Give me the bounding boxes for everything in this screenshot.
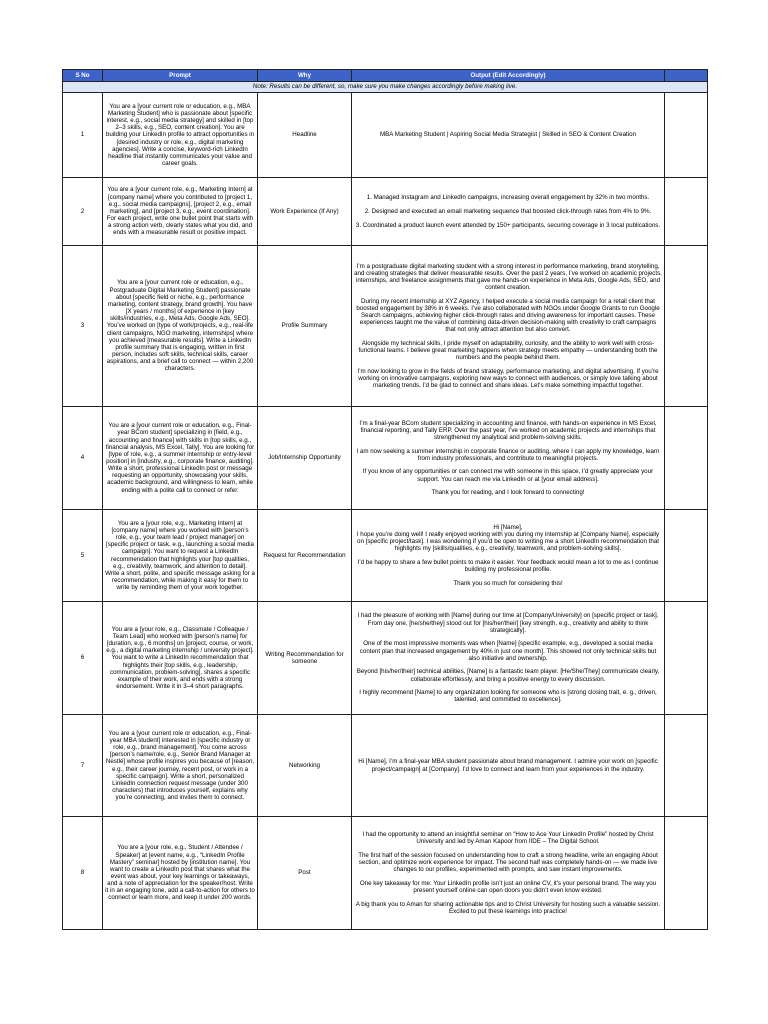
output-paragraph: If you know of any opportunities or can connect me with someone in this space, I’d greatly appreciate your support. You can reach me via LinkedIn or at [your email address]. xyxy=(362,468,654,483)
cell-prompt[interactable]: You are a [your current role or education, e.g., Postgraduate Digital Marketing Student] passionate about [specific field or niche, e.g., performance marketing, content strategy, brand growth]. You have [X years / months] of experience in [key skills/industries, e.g., Meta Ads, Google Ads, SEO]. You’ve worked on [type of work/projects, e.g., real-life client campaigns, NGO marketing, internships] where you achieved [measurable results]. Write a LinkedIn profile summary that is engaging, written in first person, includes soft skills, technical skills, career aspirations, and a brief call to connect — within 2,200 characters. xyxy=(103,246,258,407)
output-paragraph: I highly recommend [Name] to any organization looking for someone who is [strong closing trait, e. g., driven, talented, and committed to excellence]. xyxy=(359,689,657,704)
cell-output[interactable] xyxy=(352,178,665,246)
table-row xyxy=(63,178,708,246)
table-row xyxy=(63,817,708,930)
header-blank[interactable] xyxy=(665,70,708,82)
output-paragraph: Thank you so much for considering this! xyxy=(453,579,563,587)
cell-why[interactable]: Writing Recommendation for someone xyxy=(258,602,352,715)
output-paragraph: I’d be happy to share a few bullet points to make it easier. Your feedback would mean a lot to me as I continue building my professional profile. xyxy=(357,559,659,574)
output-paragraph: I had the pleasure of working with [Name] during our time at [Company/University] on [specific project or task]. From day one, [he/she/they] stood out for [his/her/their] [key strength, e.g., creativity and ability to think strategically]. xyxy=(357,612,659,634)
cell-why[interactable]: Job/Internship Opportunity xyxy=(258,407,352,510)
cell-output[interactable] xyxy=(352,510,665,602)
table-row xyxy=(63,715,708,817)
cell-why[interactable]: Work Experience (If Any) xyxy=(258,178,352,246)
cell-blank[interactable] xyxy=(665,246,708,407)
output-paragraph: Hi [Name], I hope you’re doing well! I really enjoyed working with you during my internship at [Company Name], especially on [specific project/task]. I was wondering if you’d be open to writing me a short LinkedIn recommendation that highlights my [skills/qualities, e.g., creativity, teamwork, and problem-solving skills]. xyxy=(356,523,660,553)
output-paragraph: One key takeaway for me: Your LinkedIn profile isn’t just an online CV, it’s your personal brand. The way you present yourself online can open doors you didn’t even know existed. xyxy=(359,879,657,894)
cell-output[interactable] xyxy=(352,602,665,715)
cell-why[interactable]: Post xyxy=(258,817,352,930)
table-row xyxy=(63,602,708,715)
cell-sno[interactable]: 6 xyxy=(63,602,103,715)
table-row xyxy=(63,510,708,602)
cell-why[interactable]: Headline xyxy=(258,93,352,178)
cell-prompt[interactable]: You are a [your current role or education, e.g., Final-year MBA student] interested in [specific industry or role, e.g., brand management]. You come across [person’s name/role, e.g., Senior Brand Manager at Nestlé] whose profile inspires you because of [reason, e.g., their career journey, recent post, or work in a specific campaign]. Write a short, personalized LinkedIn connection request message (under 300 characters) that introduces yourself, explains why you’re connecting, and invites them to connect. xyxy=(103,715,258,817)
output-paragraph: MBA Marketing Student | Aspiring Social Media Strategist | Skilled in SEO & Content Creation xyxy=(380,131,636,139)
cell-prompt[interactable]: You are a [your role, e.g., Classmate / Colleague / Team Lead] who worked with [person’s name] for [duration, e.g., 6 months] on [project, course, or work, e.g., a digital marketing internship / university project]. You want to write a LinkedIn recommendation that highlights their [top skills, e.g., leadership, communication, problem-solving], shares a specific example of their work, and ends with a strong endorsement. Write it in 3–4 short paragraphs. xyxy=(103,602,258,715)
output-paragraph: I’m a final-year BCom student specializing in accounting and finance, with hands-on experience in MS Excel, financial reporting, and Tally ERP. Over the past year, I’ve worked on academic projects and internships that strengthened my analytical and problem-solving skills. xyxy=(359,419,657,441)
header-row xyxy=(63,70,708,82)
cell-sno[interactable]: 1 xyxy=(63,93,103,178)
output-paragraph: A big thank you to Aman for sharing actionable tips and to Christ University for hosting such a valuable session. Excited to put these learnings into practice! xyxy=(355,900,661,915)
table-row xyxy=(63,407,708,510)
cell-output[interactable] xyxy=(352,817,665,930)
cell-blank[interactable] xyxy=(665,715,708,817)
cell-blank[interactable] xyxy=(665,602,708,715)
table-row xyxy=(63,246,708,407)
note-row xyxy=(63,82,708,93)
cell-blank[interactable] xyxy=(665,178,708,246)
cell-blank[interactable] xyxy=(665,93,708,178)
cell-sno[interactable]: 7 xyxy=(63,715,103,817)
cell-blank[interactable] xyxy=(665,407,708,510)
output-paragraph: I’m a postgraduate digital marketing student with a strong interest in performance marketing, brand storytelling, and creating strategies that deliver measurable results. Over the past 2 years, I’ve worked on academic projects, internships, and freelance assignments that gave me hands-on experience in Meta Ads, Google Ads, SEO, and content creation. xyxy=(354,262,662,292)
cell-why[interactable]: Networking xyxy=(258,715,352,817)
header-prompt[interactable]: Prompt xyxy=(103,70,258,82)
cell-prompt[interactable]: You are a [your current role, e.g., Marketing Intern] at [company name] where you contributed to [project 1, e.g., social media campaigns], [project 2, e.g., email marketing], and [project 3, e.g., event coordination]. For each project, write one bullet point that starts with a strong action verb, clearly states what you did, and ends with a measurable result or positive impact. xyxy=(103,178,258,246)
prompt-table xyxy=(62,69,708,930)
output-paragraph: Hi [Name], I’m a final-year MBA student passionate about brand management. I admire your work on [specific project/campaign] at [Company]. I’d love to connect and learn from your experiences in the industry. xyxy=(358,758,658,773)
output-paragraph: I’m now looking to grow in the fields of brand strategy, performance marketing, and digital advertising. If you’re working on innovative campaigns, exploring new ways to connect with audiences, or simply love talking about marketing trends, I’d be glad to connect and share ideas. Let’s make something impactful together. xyxy=(357,367,659,390)
cell-sno[interactable]: 2 xyxy=(63,178,103,246)
cell-output[interactable] xyxy=(352,93,665,178)
cell-prompt[interactable]: You are a [your current role or education, e.g., MBA Marketing Student] who is passionate about [specific interest, e.g., social media strategy] and skilled in [top 2–3 skills, e.g., SEO, content creation]. You are building your LinkedIn profile to attract opportunities in [desired industry or role, e.g., digital marketing agencies]. Write a concise, keyword-rich LinkedIn headline that instantly communicates your value and career goals. xyxy=(103,93,258,178)
cell-prompt[interactable]: You are a [your current role or education, e.g., Final-year BCom student] specializing in [field, e.g., accounting and finance] with skills in [top skills, e.g., financial analysis, MS Excel, Tally]. You are looking for [type of role, e.g., a summer internship or entry-level position] in [industry, e.g., corporate finance, auditing]. Write a short, professional LinkedIn post or message requesting an opportunity, showcasing your skills, academic background, and willingness to learn, while ending with a polite call to connect or refer. xyxy=(103,407,258,510)
output-paragraph: One of the most impressive moments was when [Name] [specific example, e.g., developed a social media content plan that increased engagement by 40% in just one month]. This showed not only technical skills but also initiative and ownership. xyxy=(359,640,657,662)
cell-sno[interactable]: 4 xyxy=(63,407,103,510)
output-paragraph: 1. Managed Instagram and LinkedIn campaigns, increasing overall engagement by 32% in two months. xyxy=(366,194,650,202)
cell-prompt[interactable]: You are a [your role, e.g., Marketing Intern] at [company name] where you worked with [person’s role, e.g., your team lead / project manager] on [specific project or task, e.g., launching a social media campaign]. You want to request a LinkedIn recommendation that highlights your [top qualities, e.g., creativity, teamwork, and attention to detail]. Write a short, polite, and specific message asking for a recommendation, while making it easy for them to write by reminding them of your work together. xyxy=(103,510,258,602)
cell-output[interactable] xyxy=(352,246,665,407)
output-paragraph: Thank you for reading, and I look forward to connecting! xyxy=(431,489,585,497)
output-paragraph: Beyond [his/her/their] technical abilities, [Name] is a fantastic team player. [He/She/They] communicate clearly, collaborate effortlessly, and bring a positive energy to every discussion. xyxy=(356,668,660,683)
output-paragraph: During my recent internship at XYZ Agency, I helped execute a social media campaign for a retail client that boosted engagement by 38% in 6 weeks. I’ve also collaborated with NGOs under Google Grants to run Google Search campaigns, achieving higher click-through rates and driving awareness for important causes. These experiences taught me the value of combining data-driven decision-making with creativity to craft campaigns that not only attract attention but also convert. xyxy=(356,297,660,334)
output-paragraph: I am now seeking a summer internship in corporate finance or auditing, where I can apply my knowledge, learn from industry professionals, and contribute to meaningful projects. xyxy=(356,447,660,462)
table-row xyxy=(63,93,708,178)
output-paragraph: I had the opportunity to attend an insightful seminar on “How to Ace Your LinkedIn Profile” hosted by Christ University and led by Aman Kapoor from IIDE – The Digital School. xyxy=(362,831,654,846)
cell-blank[interactable] xyxy=(665,817,708,930)
cell-blank[interactable] xyxy=(665,510,708,602)
header-why[interactable]: Why xyxy=(258,70,352,82)
cell-sno[interactable]: 3 xyxy=(63,246,103,407)
output-paragraph: 3. Coordinated a product launch event attended by 150+ participants, securing coverage in 3 local publications. xyxy=(355,221,661,229)
cell-why[interactable]: Profile Summary xyxy=(258,246,352,407)
output-paragraph: The first half of the session focused on understanding how to craft a strong headline, write an engaging About section, and optimize work experience for impact. The second half was completely hands-on — we made live changes to our profiles, experimented with prompts, and saw instant improvements. xyxy=(358,851,658,874)
cell-sno[interactable]: 5 xyxy=(63,510,103,602)
cell-sno[interactable]: 8 xyxy=(63,817,103,930)
header-sno[interactable]: S No xyxy=(63,70,103,82)
cell-prompt[interactable]: You are a [your role, e.g., Student / Attendee / Speaker] at [event name, e.g., “LinkedIn Profile Mastery” seminar] hosted by [institution name]. You want to create a LinkedIn post that shares what the event was about, your key learnings or takeaways, and a note of appreciation for the speaker/host. Write it in an engaging tone, add a call-to-action for others to connect or learn more, and keep it under 200 words. xyxy=(103,817,258,930)
note-cell[interactable]: Note: Results can be different, so, make sure you make changes accordingly before making live. xyxy=(63,82,708,93)
header-output[interactable]: Output (Edit Accordingly) xyxy=(352,70,665,82)
cell-why[interactable]: Request for Recommendation xyxy=(258,510,352,602)
cell-output[interactable] xyxy=(352,407,665,510)
output-paragraph: Alongside my technical skills, I pride myself on adaptability, curiosity, and the ability to work well with cross-functional teams. I believe great marketing happens when strategy meets empathy — understanding both the numbers and the people behind them. xyxy=(358,339,658,362)
cell-output[interactable] xyxy=(352,715,665,817)
output-paragraph: 2. Designed and executed an email marketing sequence that boosted click-through rates from 4% to 9%. xyxy=(364,207,652,215)
